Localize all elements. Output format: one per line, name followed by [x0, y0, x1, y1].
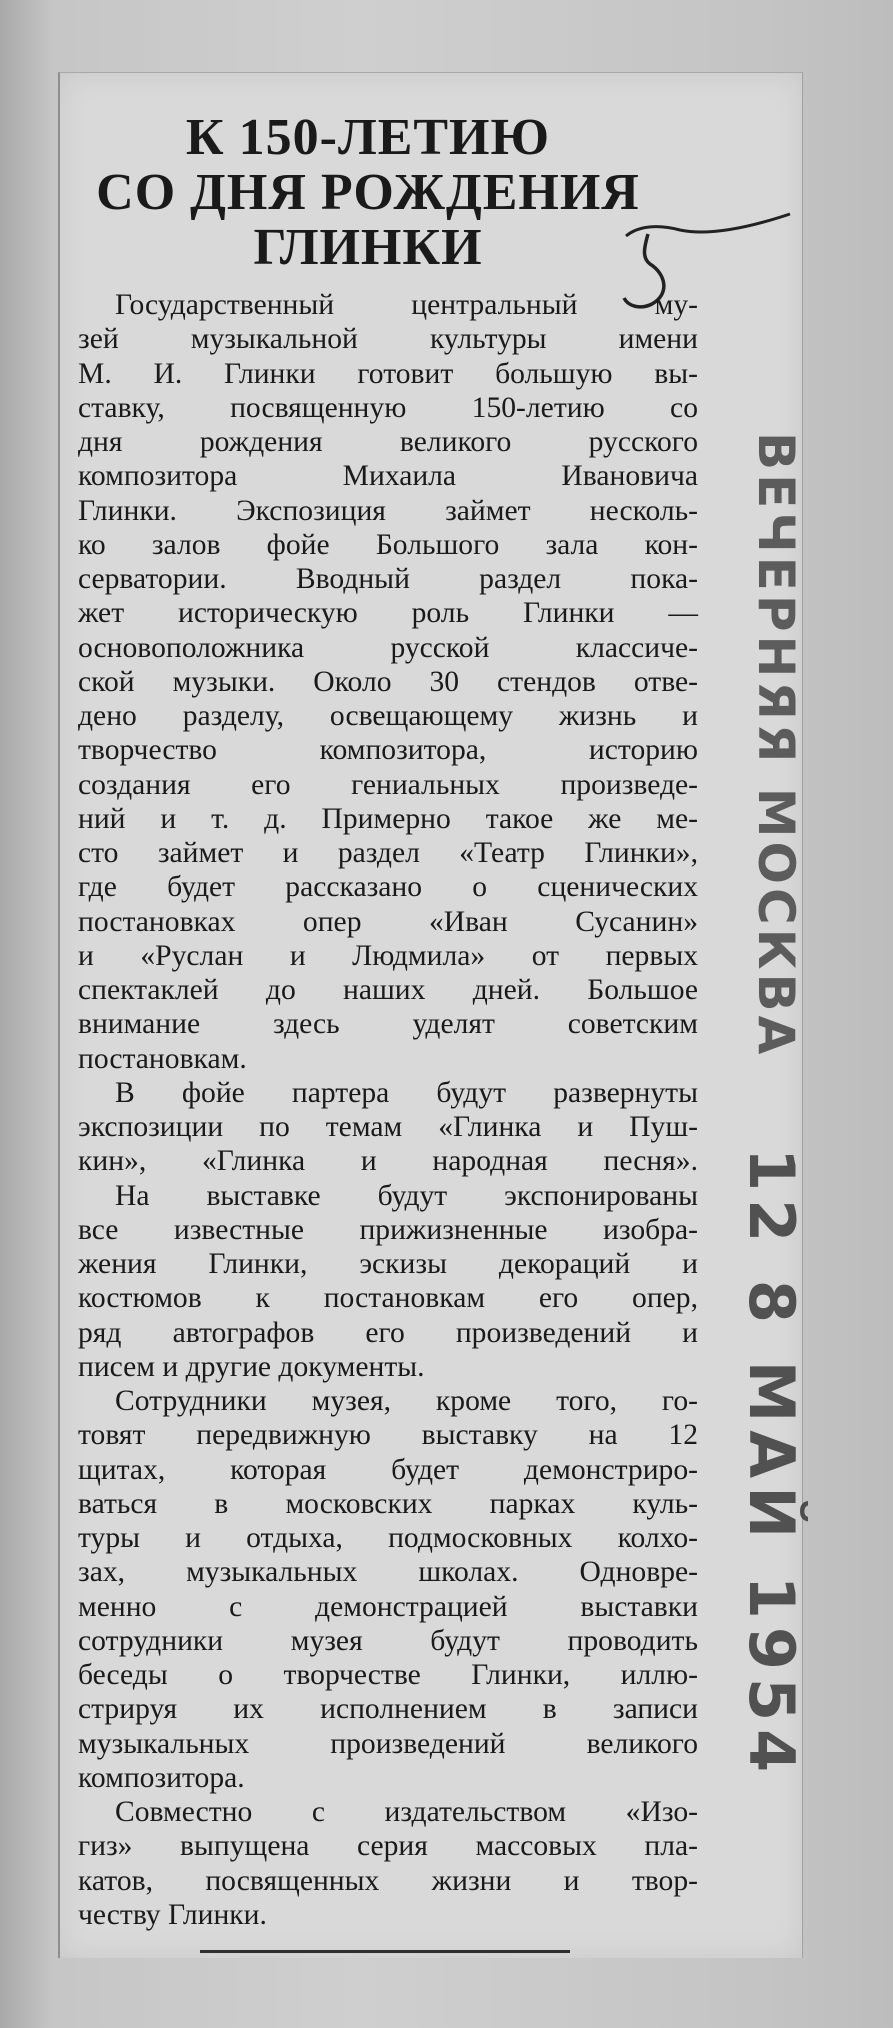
article-line: ряд автографов его произведений и	[78, 1316, 698, 1349]
article-line: писем и другие документы.	[78, 1350, 425, 1383]
article-line: На выставке будут экспонированы	[115, 1179, 698, 1212]
article-line: экспозиции по темам «Глинка и Пуш-	[78, 1111, 698, 1143]
article-line: где будет рассказано о сценических	[78, 871, 698, 904]
article-line: ко залов фойе Большого зала кон-	[78, 528, 698, 561]
article-line: сто займет и раздел «Театр Глинки»,	[78, 837, 698, 869]
article-line: музыкальных произведений великого	[78, 1727, 698, 1760]
article-line: постановках опер «Иван Сусанин»	[78, 905, 698, 938]
article-line: жения Глинки, эскизы декораций и	[78, 1248, 698, 1280]
article-line: М. И. Глинки готовит большую вы-	[78, 357, 698, 390]
article-line: катов, посвященных жизни и твор-	[78, 1864, 698, 1897]
article-line: зах, музыкальных школах. Одновре-	[78, 1556, 698, 1589]
article-line: внимание здесь уделят советским	[78, 1008, 698, 1041]
article-line: Государственный центральный му-	[115, 289, 698, 321]
article-line: сотрудники музея будут проводить	[78, 1624, 698, 1657]
article-line: гиз» выпущена серия массовых пла-	[78, 1830, 698, 1863]
article-line: и «Руслан и Людмила» от первых	[78, 939, 698, 972]
article-line: спектаклей до наших дней. Большое	[78, 974, 698, 1006]
article-line: беседы о творчестве Глинки, иллю-	[78, 1659, 698, 1691]
article-line: серватории. Вводный раздел пока-	[78, 563, 698, 595]
article-line: Совместно с издательством «Изо-	[115, 1796, 698, 1828]
article-line: ваться в московских парках куль-	[78, 1487, 698, 1520]
article-line: товят передвижную выставку на 12	[78, 1419, 698, 1452]
article-line: стрируя их исполнением в записи	[78, 1693, 698, 1726]
article-line: В фойе партера будут развернуты	[115, 1076, 698, 1109]
article-line: все известные прижизненные изобра-	[78, 1213, 698, 1246]
article-line: основоположника русской классиче-	[78, 631, 698, 664]
article-line: ний и т. д. Примерно такое же ме-	[78, 802, 698, 835]
date-stamp: 12 8 МАЙ 1954	[735, 1148, 808, 1781]
article-line: дня рождения великого русского	[78, 426, 698, 458]
article-line: постановкам.	[78, 1042, 247, 1075]
article-body	[78, 288, 698, 1932]
article-line: Сотрудники музея, кроме того, го-	[115, 1385, 698, 1417]
article-line: зей музыкальной культуры имени	[78, 323, 698, 356]
article-headline	[58, 110, 678, 275]
article-line: Глинки. Экспозиция займет несколь-	[78, 494, 698, 527]
headline-line-2: СО ДНЯ РОЖДЕНИЯ	[96, 164, 640, 221]
bottom-rule	[200, 1950, 570, 1953]
article-line: творчество композитора, историю	[78, 734, 698, 767]
article-line: композитора Михаила Ивановича	[78, 460, 698, 493]
article-line: кин», «Глинка и народная песня».	[78, 1145, 698, 1178]
article-line: жет историческую роль Глинки —	[78, 597, 698, 630]
article-line: композитора.	[78, 1761, 245, 1794]
article-line: щитах, которая будет демонстриро-	[78, 1453, 698, 1486]
article-line: дено разделу, освещающему жизнь и	[78, 700, 698, 732]
headline-line-3: ГЛИНКИ	[253, 219, 483, 276]
article-line: туры и отдыха, подмосковных колхо-	[78, 1522, 698, 1554]
headline-line-1: К 150-ЛЕТИЮ	[185, 109, 551, 166]
article-line: честву Глинки.	[78, 1898, 267, 1931]
article-line: создания его гениальных произведе-	[78, 768, 698, 801]
article-line: менно с демонстрацией выставки	[78, 1590, 698, 1623]
article-line: ставку, посвященную 150-летию со	[78, 391, 698, 424]
article-line: костюмов к постановкам его опер,	[78, 1282, 698, 1315]
article-line: ской музыки. Около 30 стендов отве-	[78, 665, 698, 698]
newspaper-name-stamp: ВЕЧЕРНЯЯ МОСКВА	[747, 432, 805, 1059]
